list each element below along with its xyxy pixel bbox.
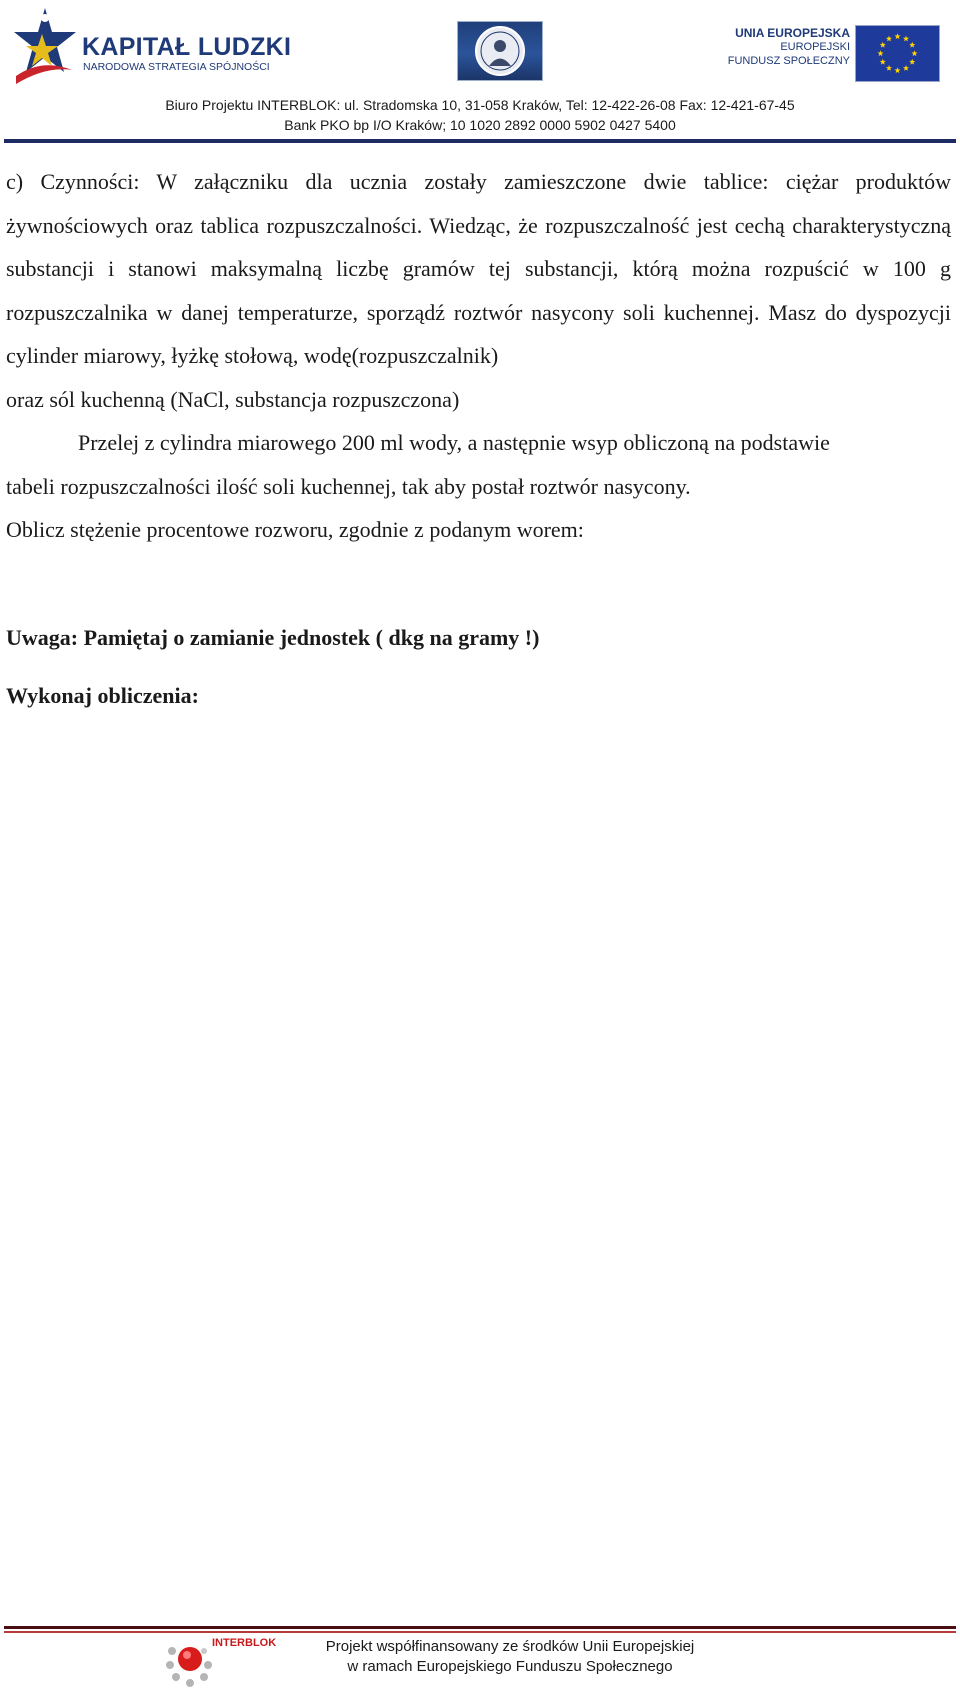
calculations-heading: Wykonaj obliczenia: — [6, 683, 199, 708]
interblock-logo — [160, 1635, 280, 1695]
footer-divider-light — [4, 1631, 956, 1633]
paragraph-procedure-end: tabeli rozpuszczalności ilość soli kuchennej, tak aby postał roztwór nasycony. — [6, 473, 691, 499]
address-line: Biuro Projektu INTERBLOK: ul. Stradomska 10, 31-058 Kraków, Tel: 12-422-26-08 Fax: 12-421-67-45 — [165, 97, 795, 113]
eu-star-icon — [909, 42, 915, 48]
kapital-ludzki-logo — [12, 6, 292, 88]
eu-logo-line2: EUROPEJSKI — [780, 41, 850, 53]
footer-cofinancing-note — [300, 1637, 720, 1677]
paragraph-procedure: Przelej z cylindra miarowego 200 ml wody, a następnie wsyp obliczoną na podstawie — [78, 430, 830, 455]
eu-star-icon — [909, 59, 915, 65]
footer-divider-dark — [4, 1626, 956, 1629]
eu-flag-icon — [855, 25, 940, 82]
kapital-ludzki-subtitle: NARODOWA STRATEGIA SPÓJNOŚCI — [83, 61, 270, 73]
eu-stars-icon — [856, 26, 939, 81]
eu-star-icon — [911, 50, 917, 56]
interblock-logo-text: INTERBLOK — [212, 1637, 277, 1649]
eu-star-icon — [886, 65, 892, 71]
bank-account-line: Bank PKO bp I/O Kraków; 10 1020 2892 0000 5902 0427 5400 — [284, 117, 676, 133]
kapital-ludzki-title: KAPITAŁ LUDZKI — [82, 33, 292, 61]
eu-star-icon — [894, 67, 900, 73]
kapital-ludzki-star-icon — [12, 6, 78, 88]
page-header — [0, 0, 960, 146]
footer-line2: w ramach Europejskiego Funduszu Społecznego — [347, 1658, 673, 1675]
paragraph-instructions-text: c) Czynności: W załączniku dla ucznia zostały zamieszczone dwie tablice: ciężar produktów żywnościowych oraz tablica rozpuszczalności. Wiedząc, że rozpuszczalność jest cechą charakterystyczną substancji i stanowi maksymalną liczbę gramów tej substancji, którą można rozpuścić w 100 g rozpuszczalnika w danej temperaturze, sporządź roztwór nasycony soli kuchennej. Masz do dyspozycji cylinder miarowy, łyżkę stołową, wodę(rozpuszczalnik) — [6, 169, 951, 368]
eu-logo-line1: UNIA EUROPEJSKA — [735, 26, 850, 40]
eu-logo-text — [728, 26, 850, 68]
footer-line1: Projekt współfinansowany ze środków Unii Europejskiej — [325, 1638, 695, 1655]
paragraph-instructions — [6, 160, 951, 378]
document-body — [6, 160, 951, 552]
eu-logo — [727, 22, 940, 82]
eu-logo-line3: FUNDUSZ SPOŁECZNY — [727, 55, 850, 67]
eu-star-icon — [886, 36, 892, 42]
eu-star-icon — [894, 33, 900, 39]
paragraph-instructions-end: oraz sól kuchenną (NaCl, substancja rozpuszczona) — [6, 386, 460, 412]
eu-star-icon — [903, 36, 909, 42]
paragraph-calculate: Oblicz stężenie procentowe rozworu, zgodnie z podanym worem: — [6, 517, 584, 542]
eu-star-icon — [877, 50, 883, 56]
eu-star-icon — [880, 42, 886, 48]
center-seal-logo — [457, 21, 543, 81]
eu-star-icon — [880, 59, 886, 65]
eu-star-icon — [903, 65, 909, 71]
portrait-medallion-icon — [458, 22, 542, 80]
header-divider — [4, 139, 956, 143]
units-note: Uwaga: Pamiętaj o zamianie jednostek ( dkg na gramy !) — [6, 625, 540, 650]
